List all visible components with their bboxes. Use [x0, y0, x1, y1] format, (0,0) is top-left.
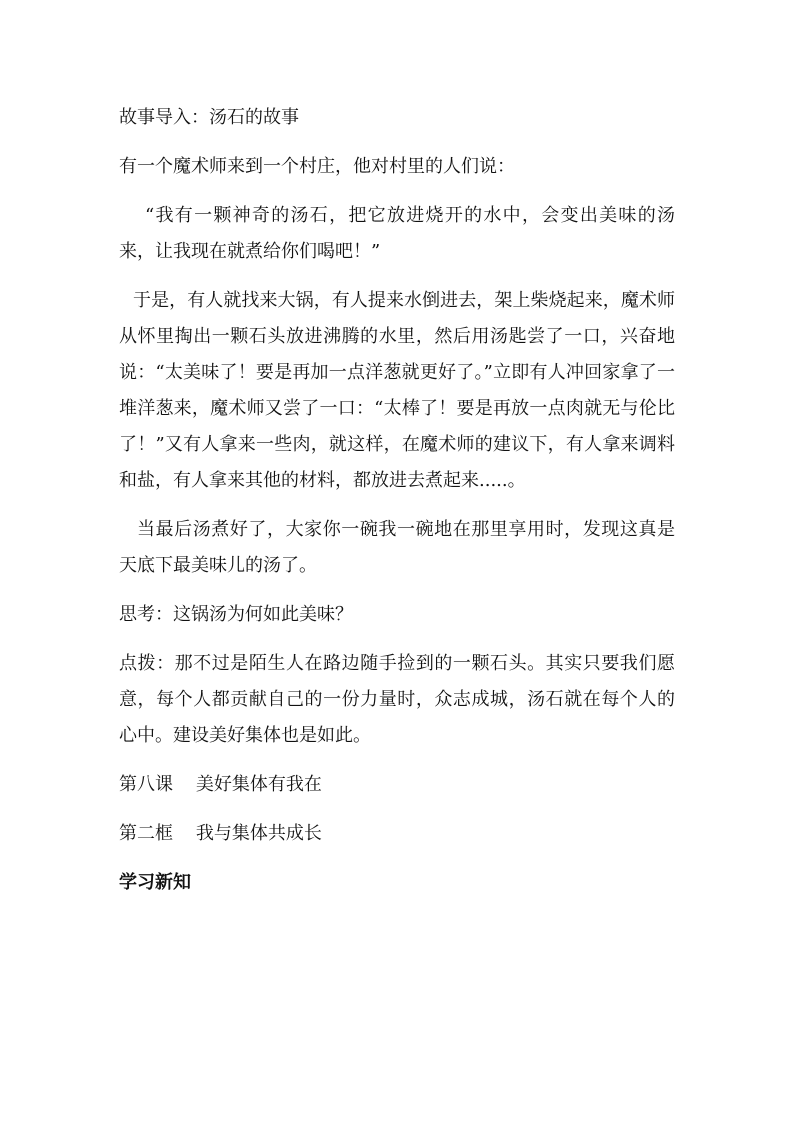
story-intro: 有一个魔术师来到一个村庄，他对村里的人们说： — [119, 156, 515, 177]
story-ending: 当最后汤煮好了，大家你一碗我一碗地在那里享用时，发现这真是天底下最美味儿的汤了。 — [119, 519, 675, 576]
think-question: 思考：这锅汤为何如此美味？ — [119, 604, 353, 625]
story-body: 于是，有人就找来大锅，有人提来水倒进去，架上柴烧起来，魔术师从怀里掏出一颗石头放进沸腾的水里，然后用汤匙尝了一口，兴奋地说：“太美味了！要是再加一点洋葱就更好了。”立即有人冲回家拿了一堆洋葱来，魔术师又尝了一口：“太棒了！要是再放一点肉就无与伦比了！”又有人拿来一些肉，就这样，在魔术师的建议下，有人拿来调料和盐，有人拿来其他的材料，都放进去煮起来.....。 — [119, 290, 675, 491]
hint-paragraph: 点拨：那不过是陌生人在路边随手捡到的一颗石头。其实只要我们愿意，每个人都贡献自己的一份力量时，众志成城，汤石就在每个人的心中。建设美好集体也是如此。 — [119, 653, 675, 746]
lesson-title: 第八课 美好集体有我在 — [119, 774, 322, 795]
frame-title: 第二框 我与集体共成长 — [119, 823, 322, 844]
story-title: 故事导入：汤石的故事 — [119, 107, 299, 128]
section-heading: 学习新知 — [119, 872, 191, 893]
magician-quote: “我有一颗神奇的汤石，把它放进烧开的水中，会变出美味的汤来，让我现在就煮给你们喝吧！” — [119, 205, 675, 262]
